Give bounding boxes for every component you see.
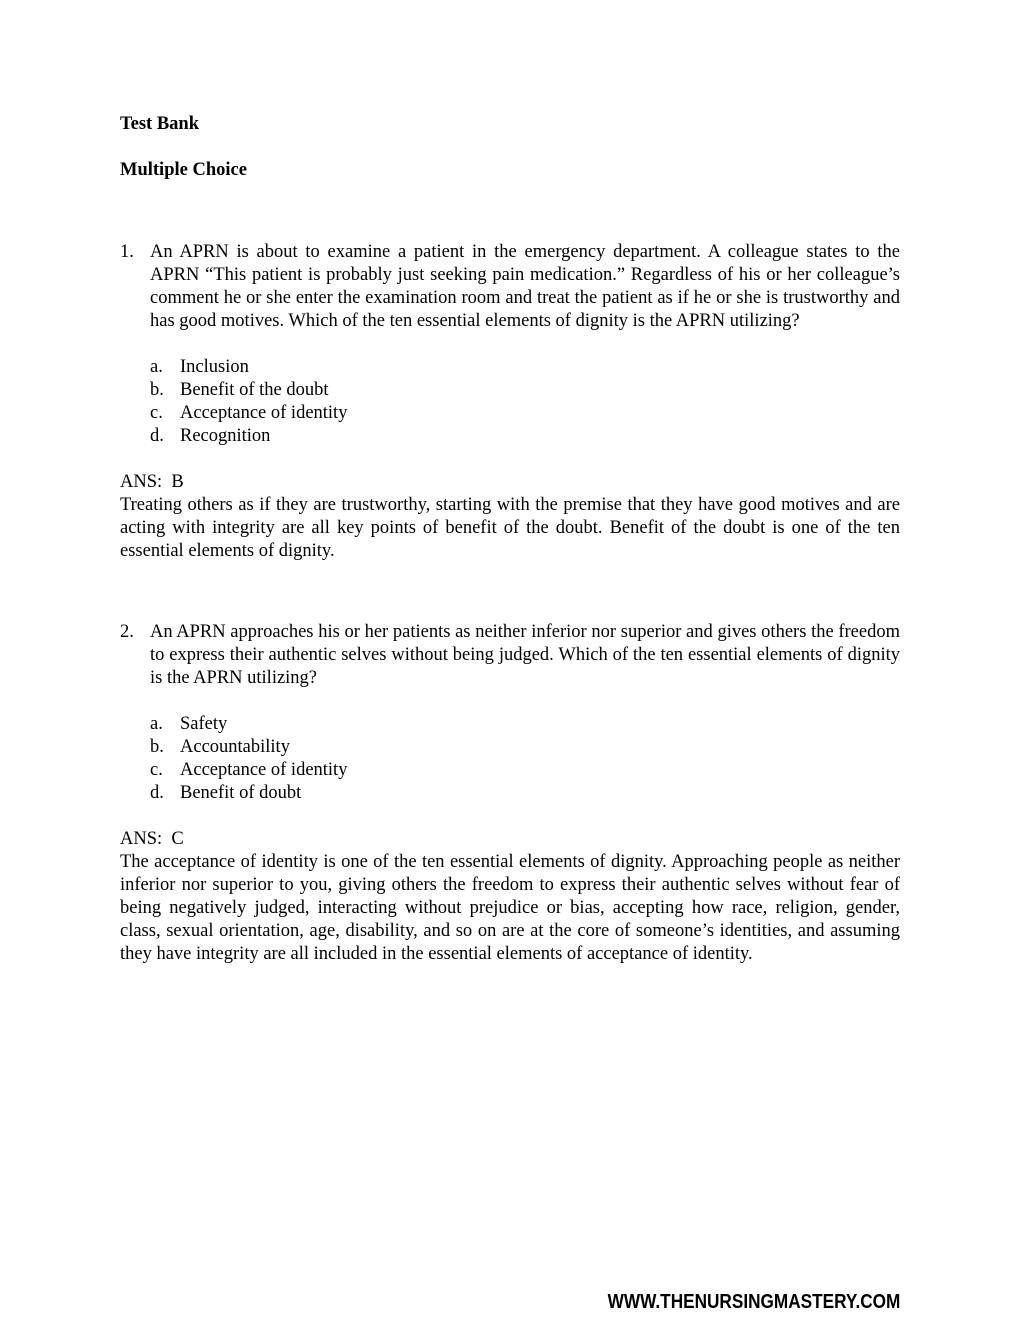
question-2 bbox=[120, 621, 900, 690]
footer-website: WWW.THENURSINGMASTERY.COM bbox=[607, 1291, 900, 1313]
page-title: Test Bank bbox=[120, 114, 200, 134]
answer-key: ANS: B bbox=[120, 472, 184, 492]
option-a bbox=[150, 356, 900, 379]
answer-options bbox=[120, 713, 900, 805]
option-a bbox=[150, 713, 900, 736]
answer-block-2 bbox=[120, 828, 900, 966]
option-text: Acceptance of identity bbox=[180, 403, 348, 423]
answer-rationale: Treating others as if they are trustworthy, starting with the premise that they have good motives and are acting with integrity are all key points of benefit of the doubt. Benefit of the doubt is one of the ten essential elements of dignity. bbox=[120, 495, 900, 561]
option-c bbox=[150, 402, 900, 425]
question-text: An APRN approaches his or her patients as neither inferior nor superior and gives others the freedom to express their authentic selves without being judged. Which of the ten essential elements of dignity is the APRN utilizing? bbox=[150, 622, 900, 688]
option-b bbox=[150, 736, 900, 759]
option-text: Benefit of doubt bbox=[180, 783, 302, 803]
option-letter: b. bbox=[150, 380, 164, 400]
option-text: Safety bbox=[180, 714, 228, 734]
answer-key: ANS: C bbox=[120, 829, 184, 849]
option-letter: b. bbox=[150, 737, 164, 757]
option-text: Inclusion bbox=[180, 357, 249, 377]
option-b bbox=[150, 379, 900, 402]
document-page bbox=[120, 113, 900, 966]
option-letter: d. bbox=[150, 783, 164, 803]
option-letter: c. bbox=[150, 403, 163, 423]
option-c bbox=[150, 759, 900, 782]
answer-block-1 bbox=[120, 471, 900, 563]
option-d bbox=[150, 425, 900, 448]
option-letter: a. bbox=[150, 714, 163, 734]
option-d bbox=[150, 782, 900, 805]
question-number: 1. bbox=[120, 242, 134, 262]
question-text: An APRN is about to examine a patient in the emergency department. A colleague states to the APRN “This patient is probably just seeking pain medication.” Regardless of his or her colleague’s comment he or she enter the examination room and treat the patient as if he or she is trustworthy and has good motives. Which of the ten essential elements of dignity is the APRN utilizing? bbox=[150, 242, 900, 331]
option-text: Acceptance of identity bbox=[180, 760, 348, 780]
option-text: Benefit of the doubt bbox=[180, 380, 329, 400]
question-number: 2. bbox=[120, 622, 134, 642]
option-letter: d. bbox=[150, 426, 164, 446]
section-heading: Multiple Choice bbox=[120, 160, 247, 180]
option-letter: c. bbox=[150, 760, 163, 780]
answer-options bbox=[120, 356, 900, 448]
option-text: Accountability bbox=[180, 737, 290, 757]
option-letter: a. bbox=[150, 357, 163, 377]
answer-rationale: The acceptance of identity is one of the ten essential elements of dignity. Approaching people as neither inferior nor superior to you, giving others the freedom to express their authentic selves without fear of being negatively judged, interacting without prejudice or bias, accepting how race, religion, gender, class, sexual orientation, age, disability, and so on are at the core of someone’s identities, and assuming they have integrity are all included in the essential elements of acceptance of identity. bbox=[120, 852, 900, 964]
option-text: Recognition bbox=[180, 426, 271, 446]
question-1 bbox=[120, 241, 900, 333]
